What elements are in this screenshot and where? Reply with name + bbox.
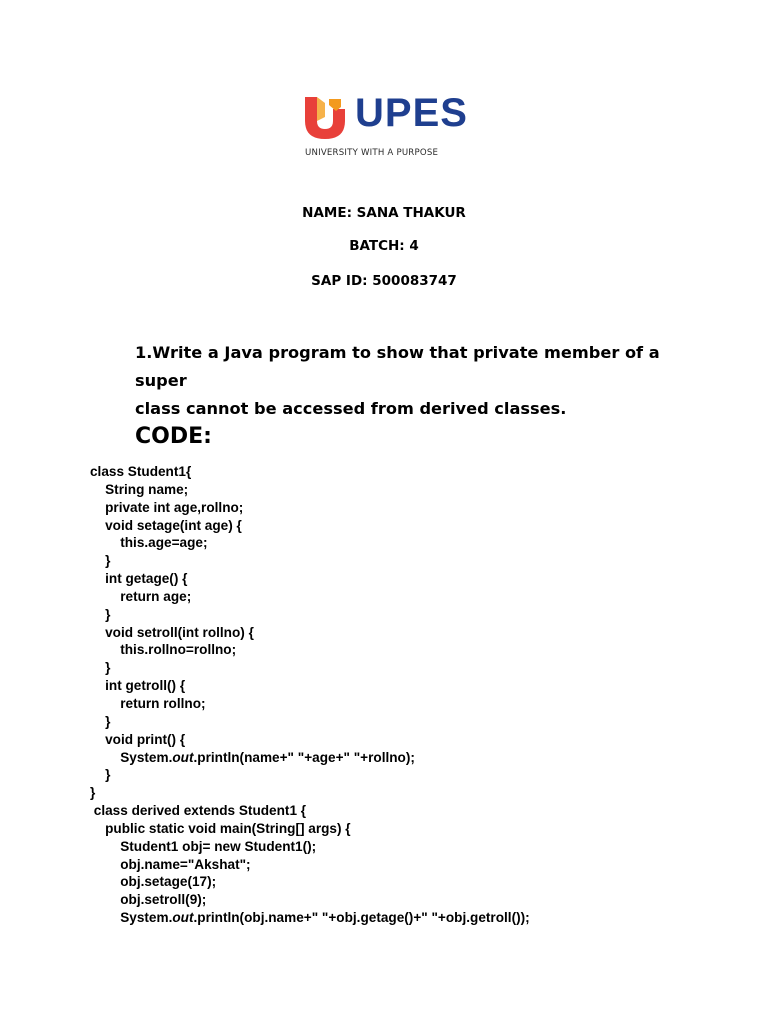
code-line xyxy=(90,606,750,624)
code-line xyxy=(90,713,750,731)
code-segment: private int age,rollno; xyxy=(90,499,244,515)
code-line xyxy=(90,856,750,874)
code-line xyxy=(90,820,750,838)
code-line xyxy=(90,641,750,659)
code-line xyxy=(90,677,750,695)
code-heading: CODE: xyxy=(135,424,212,449)
code-segment: System. xyxy=(90,910,173,926)
upes-logo xyxy=(303,91,468,161)
code-segment: } xyxy=(90,785,96,801)
code-segment: System. xyxy=(90,749,173,765)
code-segment: return age; xyxy=(90,588,192,604)
code-line xyxy=(90,749,750,767)
code-segment: .println(name+" "+age+" "+rollno); xyxy=(193,749,415,765)
code-segment: obj.setroll(9); xyxy=(90,892,207,908)
code-segment: class Student1{ xyxy=(90,464,192,479)
question-line: 1.Write a Java program to show that private member of a super xyxy=(135,343,660,390)
code-line xyxy=(90,624,750,642)
code-line xyxy=(90,802,750,820)
code-line xyxy=(90,481,750,499)
code-line xyxy=(90,891,750,909)
code-line xyxy=(90,552,750,570)
code-segment: } xyxy=(90,713,111,729)
code-line xyxy=(90,766,750,784)
code-line xyxy=(90,570,750,588)
student-sap-id: SAP ID: 500083747 xyxy=(311,273,457,289)
code-segment: } xyxy=(90,660,111,676)
code-segment: obj.setage(17); xyxy=(90,874,217,890)
student-name: NAME: SANA THAKUR xyxy=(302,205,466,221)
code-line xyxy=(90,695,750,713)
code-line xyxy=(90,659,750,677)
student-batch: BATCH: 4 xyxy=(349,238,419,254)
code-line xyxy=(90,588,750,606)
code-block xyxy=(90,463,750,927)
code-segment: void setage(int age) { xyxy=(90,517,242,533)
code-segment: this.rollno=rollno; xyxy=(90,642,237,658)
code-line xyxy=(90,517,750,535)
code-line xyxy=(90,499,750,517)
code-line xyxy=(90,463,750,481)
logo-wordmark: UPES xyxy=(355,91,468,135)
code-line xyxy=(90,909,750,927)
code-line xyxy=(90,534,750,552)
code-segment: return rollno; xyxy=(90,695,206,711)
code-segment: } xyxy=(90,606,111,622)
question-text xyxy=(135,339,695,423)
code-segment: obj.name="Akshat"; xyxy=(90,856,251,872)
code-segment: class derived extends Student1 { xyxy=(90,803,307,819)
code-segment: } xyxy=(90,767,111,783)
code-italic-segment: out xyxy=(172,910,194,926)
code-line xyxy=(90,784,750,802)
code-segment: String name; xyxy=(90,481,189,497)
upes-logo-icon xyxy=(303,95,353,141)
code-segment: void setroll(int rollno) { xyxy=(90,624,254,640)
code-line xyxy=(90,731,750,749)
code-segment: .println(obj.name+" "+obj.getage()+" "+obj.getroll()); xyxy=(193,910,530,926)
code-line xyxy=(90,838,750,856)
code-segment: void print() { xyxy=(90,731,186,747)
question-line: class cannot be accessed from derived classes. xyxy=(135,399,567,418)
code-segment: public static void main(String[] args) { xyxy=(90,820,351,836)
code-segment: int getage() { xyxy=(90,571,188,587)
code-segment: Student1 obj= new Student1(); xyxy=(90,838,317,854)
code-segment: this.age=age; xyxy=(90,535,208,551)
code-segment: } xyxy=(90,553,111,569)
code-italic-segment: out xyxy=(172,749,194,765)
code-segment: int getroll() { xyxy=(90,678,186,694)
code-line xyxy=(90,873,750,891)
logo-tagline: UNIVERSITY WITH A PURPOSE xyxy=(305,148,439,158)
